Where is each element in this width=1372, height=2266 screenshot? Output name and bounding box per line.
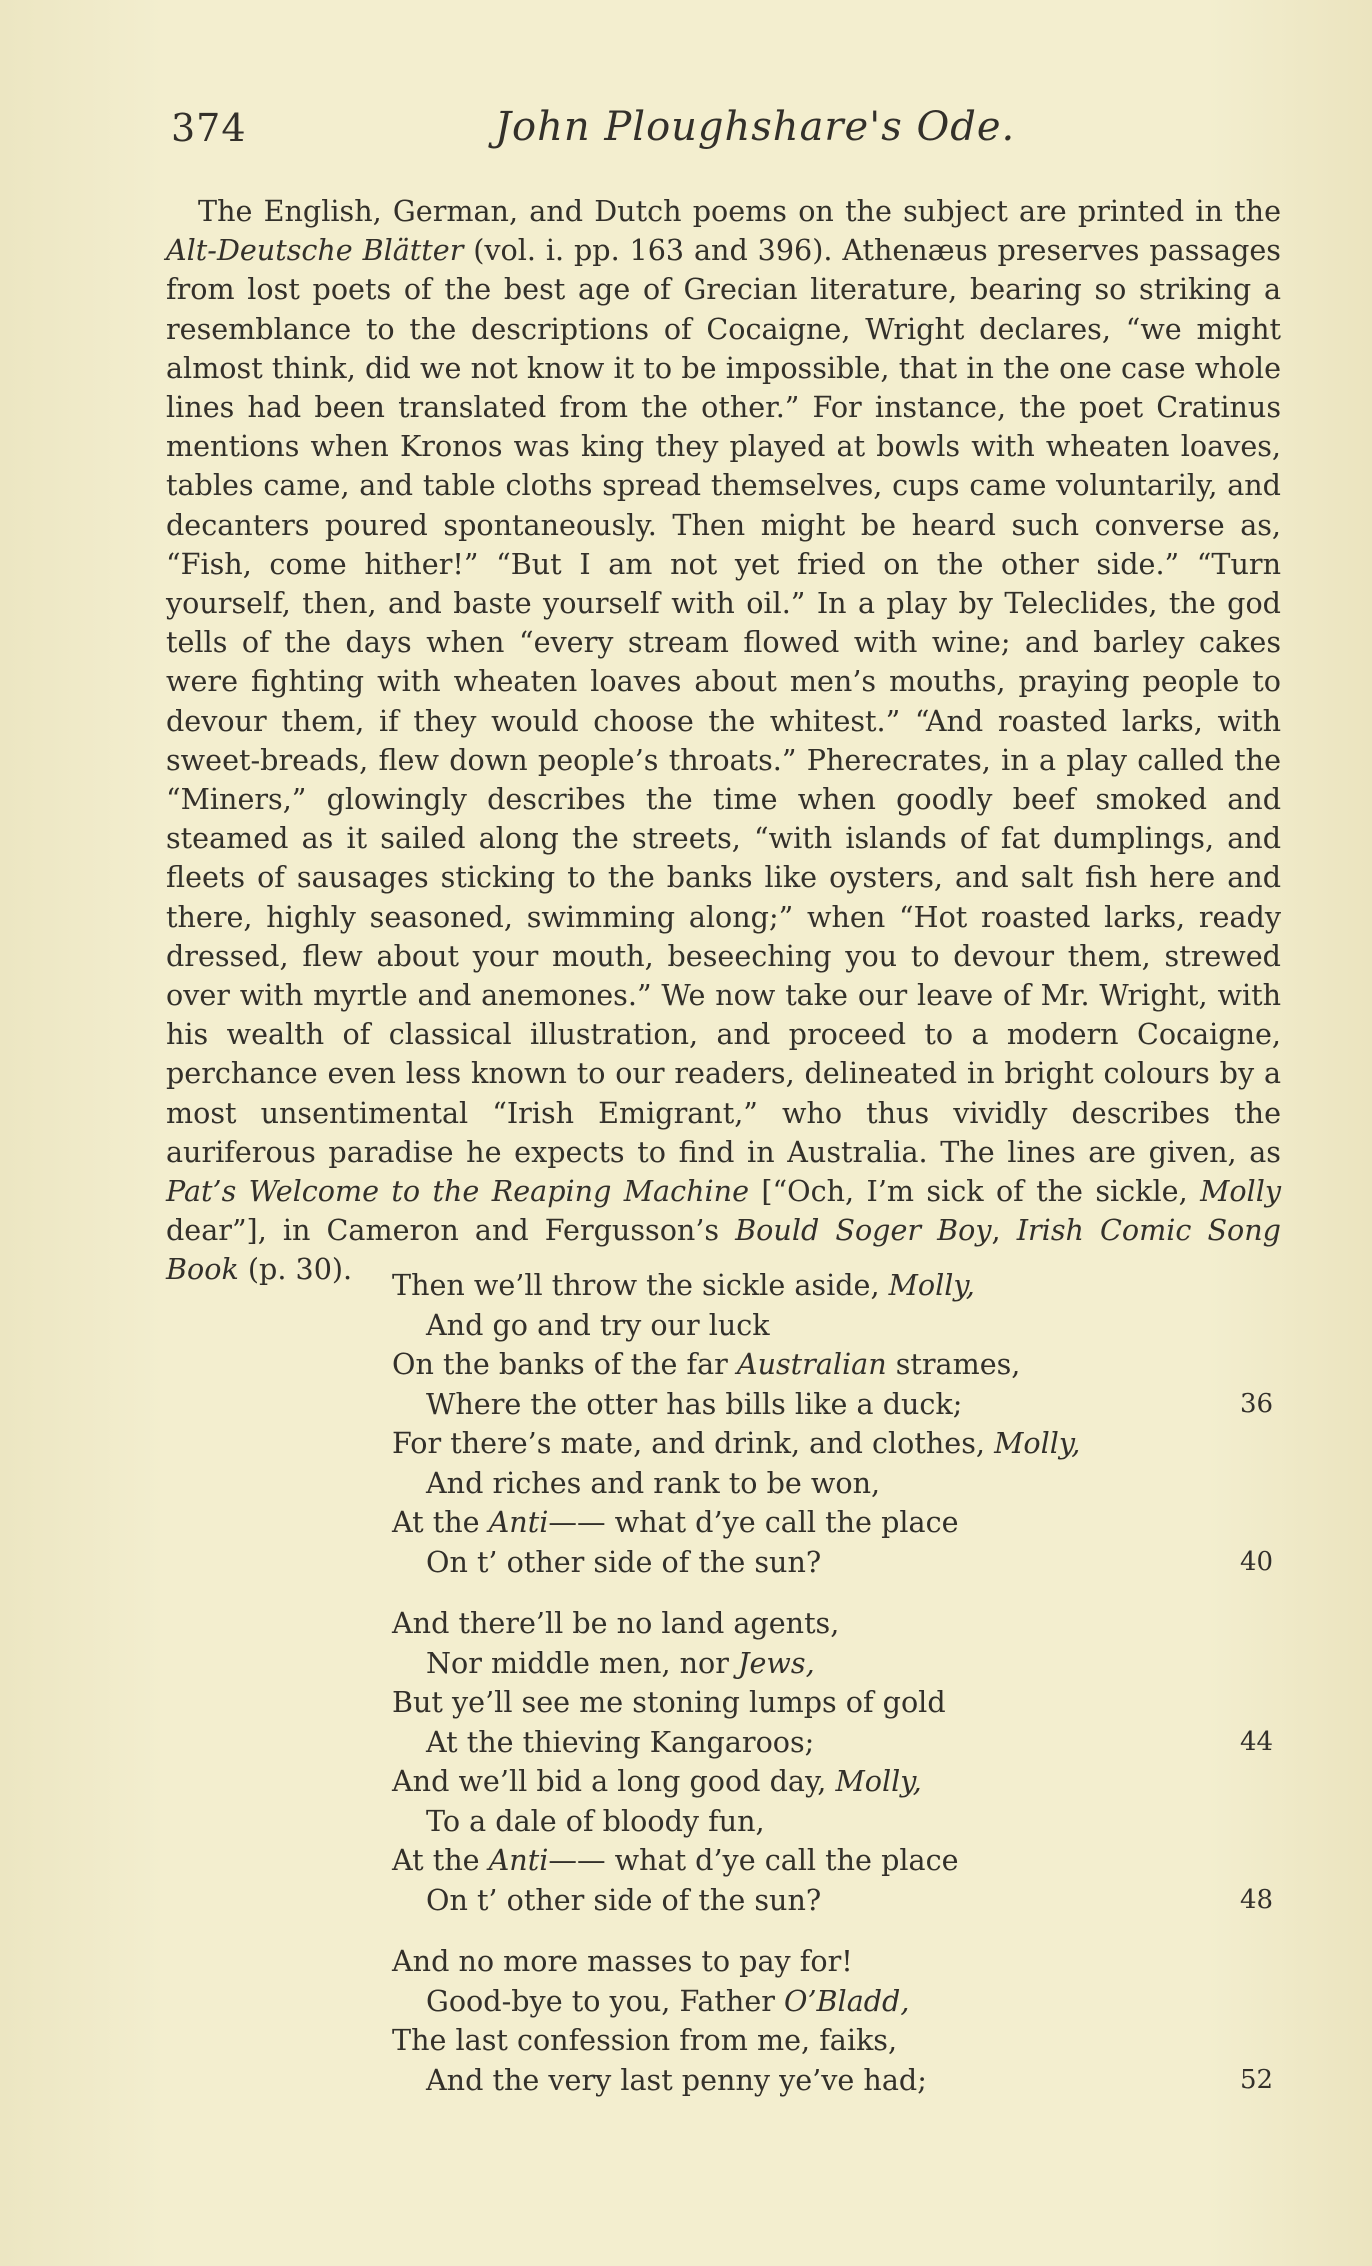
italic-text-segment: Alt-Deutsche Blätter <box>166 233 464 268</box>
poem-line <box>392 1345 1272 1385</box>
line-number: 44 <box>1240 1726 1274 1757</box>
italic-text-segment: Bould Soger Boy <box>735 1213 992 1248</box>
poem-line <box>392 2061 1272 2101</box>
poem-line <box>392 1982 1272 2022</box>
page-header <box>165 100 1235 160</box>
poem-line <box>392 1802 1272 1842</box>
text-segment: And we’ll bid a long good day, <box>392 1764 836 1798</box>
italic-text-segment: Molly, <box>835 1764 922 1798</box>
italic-text-segment: O’Bladd, <box>784 1983 910 2018</box>
text-segment: —— what d’ye call the place <box>548 1505 959 1539</box>
poem-line <box>392 1644 1272 1684</box>
text-segment: (p. 30). <box>238 1252 353 1287</box>
line-number: 48 <box>1240 1884 1274 1915</box>
italic-text-segment: Anti <box>488 1505 549 1539</box>
running-title: John Ploughshare's Ode. <box>495 104 1016 150</box>
italic-text-segment: Jews, <box>738 1645 815 1680</box>
poem-line <box>392 1942 1272 1982</box>
poem-line <box>392 1762 1272 1802</box>
italic-text-segment: Molly, <box>994 1426 1081 1460</box>
text-segment: Good-bye to you, Father <box>426 1983 784 2018</box>
text-segment: strames, <box>886 1347 1021 1381</box>
poem-line <box>392 1464 1272 1504</box>
text-segment: [“Och, I’m sick of the sickle, <box>749 1174 1201 1209</box>
text-segment: And go and try our luck <box>426 1307 770 1342</box>
text-segment: (vol. i. pp. 163 and 396). Athenæus preserves passages from lost poets of the best age of Grecian literature, bearing so striking a resemblance to the descriptions of Cocaigne, Wright declares, “we might almost think, did we not know it to be impossible, that in the one case whole lines had been translated from the other.” For instance, the poet Cratinus mentions when Kronos was king they played at bowls with wheaten loaves, tables came, and table cloths spread themselves, cups came voluntarily, and decanters poured spontaneously. Then might be heard such converse as, “Fish, come hither!” “But I am not yet fried on the other side.” “Turn yourself, then, and baste yourself with oil.” In a play by Teleclides, the god tells of the days when “every stream flowed with wine; and barley cakes were fighting with wheaten loaves about men’s mouths, praying people to devour them, if they would choose the whitest.” “And roasted larks, with sweet-breads, flew down people’s throats.” Pherecrates, in a play called the “Miners,” glowingly describes the time when goodly beef smoked and steamed as it sailed along the streets, “with islands of fat dumplings, and fleets of sausages sticking to the banks like oysters, and salt fish here and there, highly seasoned, swimming along;” when “Hot roasted larks, ready dressed, flew about your mouth, beseeching you to devour them, strewed over with myrtle and anemones.” We now take our leave of Mr. Wright, with his wealth of classical illustration, and proceed to a modern Cocaigne, perchance even less known to our readers, delineated in bright colours by a most unsentimental “Irish Emigrant,” who thus vividly describes the auriferous paradise he expects to find in Australia. The lines are given, as <box>166 233 1281 1169</box>
poem <box>392 1266 1272 2122</box>
poem-line <box>392 1306 1272 1346</box>
italic-text-segment: Irish Comic Song Book <box>166 1213 1281 1287</box>
line-number: 40 <box>1240 1546 1274 1577</box>
text-segment: And the very last penny ye’ve had; <box>426 2062 927 2097</box>
poem-stanza <box>392 1604 1272 1920</box>
text-segment: And there’ll be no land agents, <box>392 1606 840 1640</box>
text-segment: On t’ other side of the sun? <box>426 1882 822 1917</box>
text-segment: To a dale of bloody fun, <box>426 1803 765 1838</box>
text-segment: For there’s mate, and drink, and clothes, <box>392 1426 995 1460</box>
text-segment: dear”], in Cameron and Fergusson’s <box>166 1213 736 1248</box>
poem-line <box>392 1424 1272 1464</box>
text-segment: The last confession from me, faiks, <box>392 2023 898 2057</box>
prose-paragraph <box>166 192 1281 1290</box>
text-segment: On the banks of the far <box>392 1347 737 1381</box>
poem-line <box>392 1723 1272 1763</box>
text-segment: And no more masses to pay for! <box>392 1944 853 1978</box>
text-segment: Then we’ll throw the sickle aside, <box>392 1268 889 1302</box>
text-segment: At the <box>392 1505 489 1539</box>
text-segment: Where the otter has bills like a duck; <box>426 1386 963 1421</box>
poem-line <box>392 1385 1272 1425</box>
line-number: 36 <box>1240 1388 1274 1419</box>
italic-text-segment: Pat’s Welcome to the Reaping Machine <box>166 1174 750 1209</box>
poem-stanza <box>392 1266 1272 1582</box>
text-segment: Nor middle men, nor <box>426 1645 739 1680</box>
italic-text-segment: Australian <box>736 1347 887 1381</box>
text-segment: The English, German, and Dutch poems on the subject are printed in the <box>198 194 1281 228</box>
text-segment: On t’ other side of the sun? <box>426 1544 822 1579</box>
italic-text-segment: Molly <box>1200 1174 1281 1209</box>
poem-line <box>392 1543 1272 1583</box>
poem-line <box>392 1841 1272 1881</box>
line-number: 52 <box>1240 2064 1274 2095</box>
prose-block <box>166 192 1281 1290</box>
poem-line <box>392 1604 1272 1644</box>
poem-line <box>392 2021 1272 2061</box>
text-segment: But ye’ll see me stoning lumps of gold <box>392 1685 946 1719</box>
text-segment: And riches and rank to be won, <box>426 1465 881 1500</box>
italic-text-segment: Molly, <box>888 1268 975 1302</box>
poem-line <box>392 1503 1272 1543</box>
poem-line <box>392 1266 1272 1306</box>
poem-line <box>392 1881 1272 1921</box>
text-segment: , <box>991 1213 1017 1248</box>
poem-line <box>392 1683 1272 1723</box>
italic-text-segment: Anti <box>488 1843 549 1877</box>
text-segment: At the thieving Kangaroos; <box>426 1724 815 1759</box>
text-segment: At the <box>392 1843 489 1877</box>
text-segment: —— what d’ye call the place <box>548 1843 959 1877</box>
poem-stanza <box>392 1942 1272 2100</box>
page-number: 374 <box>171 106 247 150</box>
